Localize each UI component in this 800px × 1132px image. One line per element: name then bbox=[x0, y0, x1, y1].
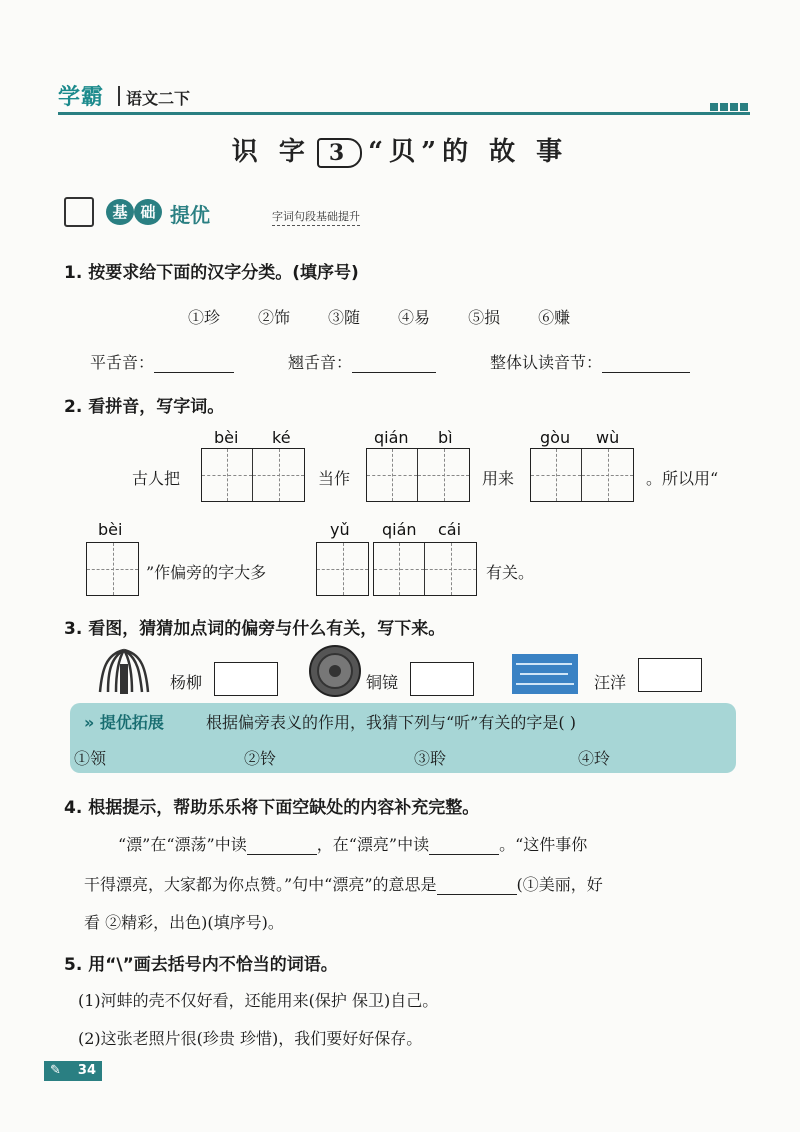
q1-char: ③随 bbox=[328, 308, 361, 327]
question-1-stem: 1. 按要求给下面的汉字分类。(填序号) bbox=[64, 263, 359, 283]
q3-word: 铜镜 bbox=[366, 673, 399, 692]
header-decoration bbox=[710, 96, 750, 115]
bronze-mirror-icon bbox=[308, 644, 362, 698]
q1-char: ④易 bbox=[398, 308, 431, 327]
q2-text: 。所以用“ bbox=[646, 469, 719, 488]
question-2-stem: 2. 看拼音，写字词。 bbox=[64, 397, 225, 417]
pinyin: ké bbox=[272, 428, 291, 447]
pinyin: bèi bbox=[214, 428, 239, 447]
q1-category-retroflex: 翘舌音： bbox=[288, 350, 436, 373]
extension-option[interactable]: ④玲 bbox=[578, 749, 611, 768]
q2-text: 用来 bbox=[482, 469, 515, 488]
q2-text: ”作偏旁的字大多 bbox=[146, 563, 267, 582]
q2-text: 古人把 bbox=[132, 469, 181, 488]
answer-blank[interactable] bbox=[154, 354, 234, 373]
writing-grid[interactable] bbox=[530, 448, 634, 502]
pinyin: wù bbox=[596, 428, 620, 447]
q2-text: 有关。 bbox=[486, 563, 535, 582]
page-title: 识 字 3 “贝”的 故 事 bbox=[231, 137, 569, 167]
grade-label: 语文二下 bbox=[126, 89, 191, 108]
header-rule bbox=[58, 112, 750, 115]
answer-box[interactable] bbox=[638, 658, 702, 692]
pinyin: qián bbox=[382, 520, 417, 539]
page-number: 34 bbox=[44, 1061, 102, 1081]
q4-line: 看 ②精彩，出色)(填序号)。 bbox=[84, 913, 284, 932]
q4-line: “漂”在“漂荡”中读 ，在“漂亮”中读 。“这件事你 bbox=[118, 835, 588, 854]
q1-char: ①珍 bbox=[188, 308, 221, 327]
writing-grid[interactable] bbox=[316, 542, 369, 596]
writing-grid[interactable] bbox=[373, 542, 477, 596]
pencil-icon: ✎ bbox=[50, 1063, 61, 1078]
question-3-stem: 3. 看图，猜猜加点词的偏旁与什么有关，写下来。 bbox=[64, 619, 446, 639]
q3-word: 杨柳 bbox=[170, 673, 203, 692]
q1-category-whole: 整体认读音节： bbox=[490, 350, 690, 373]
extension-option[interactable]: ①领 bbox=[74, 749, 107, 768]
answer-blank[interactable] bbox=[602, 354, 690, 373]
section-badge: 础 bbox=[134, 199, 162, 225]
q1-character-list bbox=[188, 305, 570, 328]
q1-char: ⑥赚 bbox=[538, 308, 571, 327]
notebook-icon bbox=[64, 197, 94, 227]
q2-text: 当作 bbox=[318, 469, 351, 488]
water-icon bbox=[512, 654, 578, 694]
writing-grid[interactable] bbox=[86, 542, 139, 596]
q3-word: 汪洋 bbox=[594, 673, 627, 692]
answer-box[interactable] bbox=[410, 662, 474, 696]
extension-question: 根据偏旁表义的作用，我猜下列与“听”有关的字是( ) bbox=[206, 713, 576, 732]
extension-label: » 提优拓展 bbox=[84, 713, 164, 732]
q1-category-flat: 平舌音： bbox=[90, 350, 234, 373]
pinyin: bèi bbox=[98, 520, 123, 539]
pinyin: gòu bbox=[540, 428, 571, 447]
extension-option[interactable]: ②铃 bbox=[244, 749, 277, 768]
answer-blank[interactable] bbox=[437, 876, 517, 895]
question-5-stem: 5. 用“\”画去括号内不恰当的词语。 bbox=[64, 955, 338, 975]
header-divider bbox=[118, 86, 120, 106]
extension-option[interactable]: ③聆 bbox=[414, 749, 447, 768]
answer-blank[interactable] bbox=[429, 836, 499, 855]
pinyin: yǔ bbox=[330, 520, 350, 539]
answer-blank[interactable] bbox=[247, 836, 317, 855]
brand-logo: 学霸 bbox=[58, 85, 105, 110]
q1-char: ②饰 bbox=[258, 308, 291, 327]
writing-grid[interactable] bbox=[366, 448, 470, 502]
section-subtitle: 字词句段基础提升 bbox=[272, 208, 360, 226]
answer-box[interactable] bbox=[214, 662, 278, 696]
pinyin: cái bbox=[438, 520, 462, 539]
q1-char: ⑤损 bbox=[468, 308, 501, 327]
question-4-stem: 4. 根据提示，帮助乐乐将下面空缺处的内容补充完整。 bbox=[64, 798, 480, 818]
pinyin: bì bbox=[438, 428, 453, 447]
answer-blank[interactable] bbox=[352, 354, 436, 373]
writing-grid[interactable] bbox=[201, 448, 305, 502]
section-badge: 基 bbox=[106, 199, 134, 225]
q5-sentence: (2)这张老照片很(珍贵 珍惜)，我们要好好保存。 bbox=[78, 1029, 423, 1048]
q4-line: 干得漂亮，大家都为你点赞。”句中“漂亮”的意思是 (①美丽，好 bbox=[84, 875, 603, 894]
q5-sentence: (1)河蚌的壳不仅好看，还能用来(保护 保卫)自己。 bbox=[78, 991, 439, 1010]
pinyin: qián bbox=[374, 428, 409, 447]
willow-tree-icon bbox=[96, 646, 152, 696]
section-label: 提优 bbox=[170, 203, 210, 227]
